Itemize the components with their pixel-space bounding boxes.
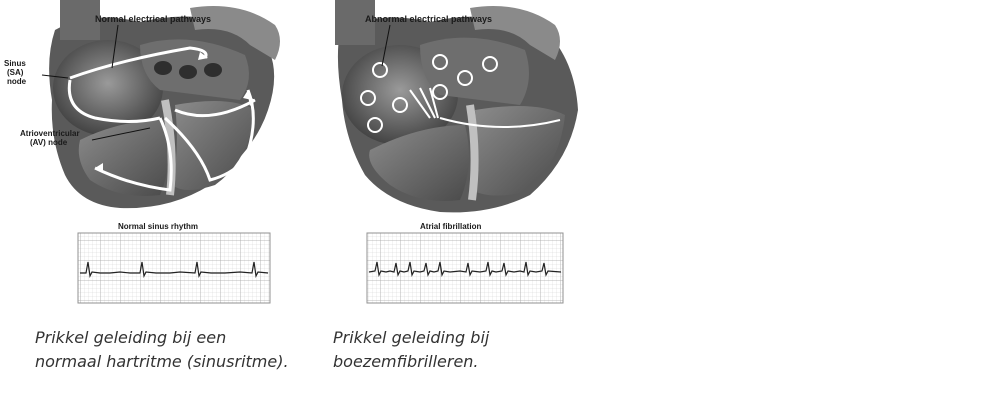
normal-rhythm-caption: Prikkel geleiding bij een normaal hartritme (sinusritme). <box>35 328 289 371</box>
abnormal-pathways-label: Abnormal electrical pathways <box>365 14 493 24</box>
normal-ecg-title: Normal sinus rhythm <box>118 222 199 231</box>
afib-ecg-strip <box>367 222 563 303</box>
afib-heart-illustration <box>320 0 620 320</box>
normal-heart-illustration <box>0 0 300 320</box>
heart-body <box>335 0 578 212</box>
afib-ecg-title: Atrial fibrillation <box>420 222 482 231</box>
afib-caption: Prikkel geleiding bij boezemfibrilleren. <box>333 328 490 371</box>
av-node-label-line2: (AV) node <box>30 138 68 147</box>
normal-pathways-label: Normal electrical pathways <box>95 14 212 24</box>
sa-node-label-line3: node <box>7 77 27 86</box>
afib-heart-panel <box>320 0 620 413</box>
normal-heart-panel <box>0 0 300 413</box>
normal-ecg-strip <box>78 222 270 303</box>
sa-node-label-line1: Sinus <box>4 59 26 68</box>
av-node-label-line1: Atrioventricular <box>20 129 80 138</box>
sa-node-label-line2: (SA) <box>7 68 24 77</box>
